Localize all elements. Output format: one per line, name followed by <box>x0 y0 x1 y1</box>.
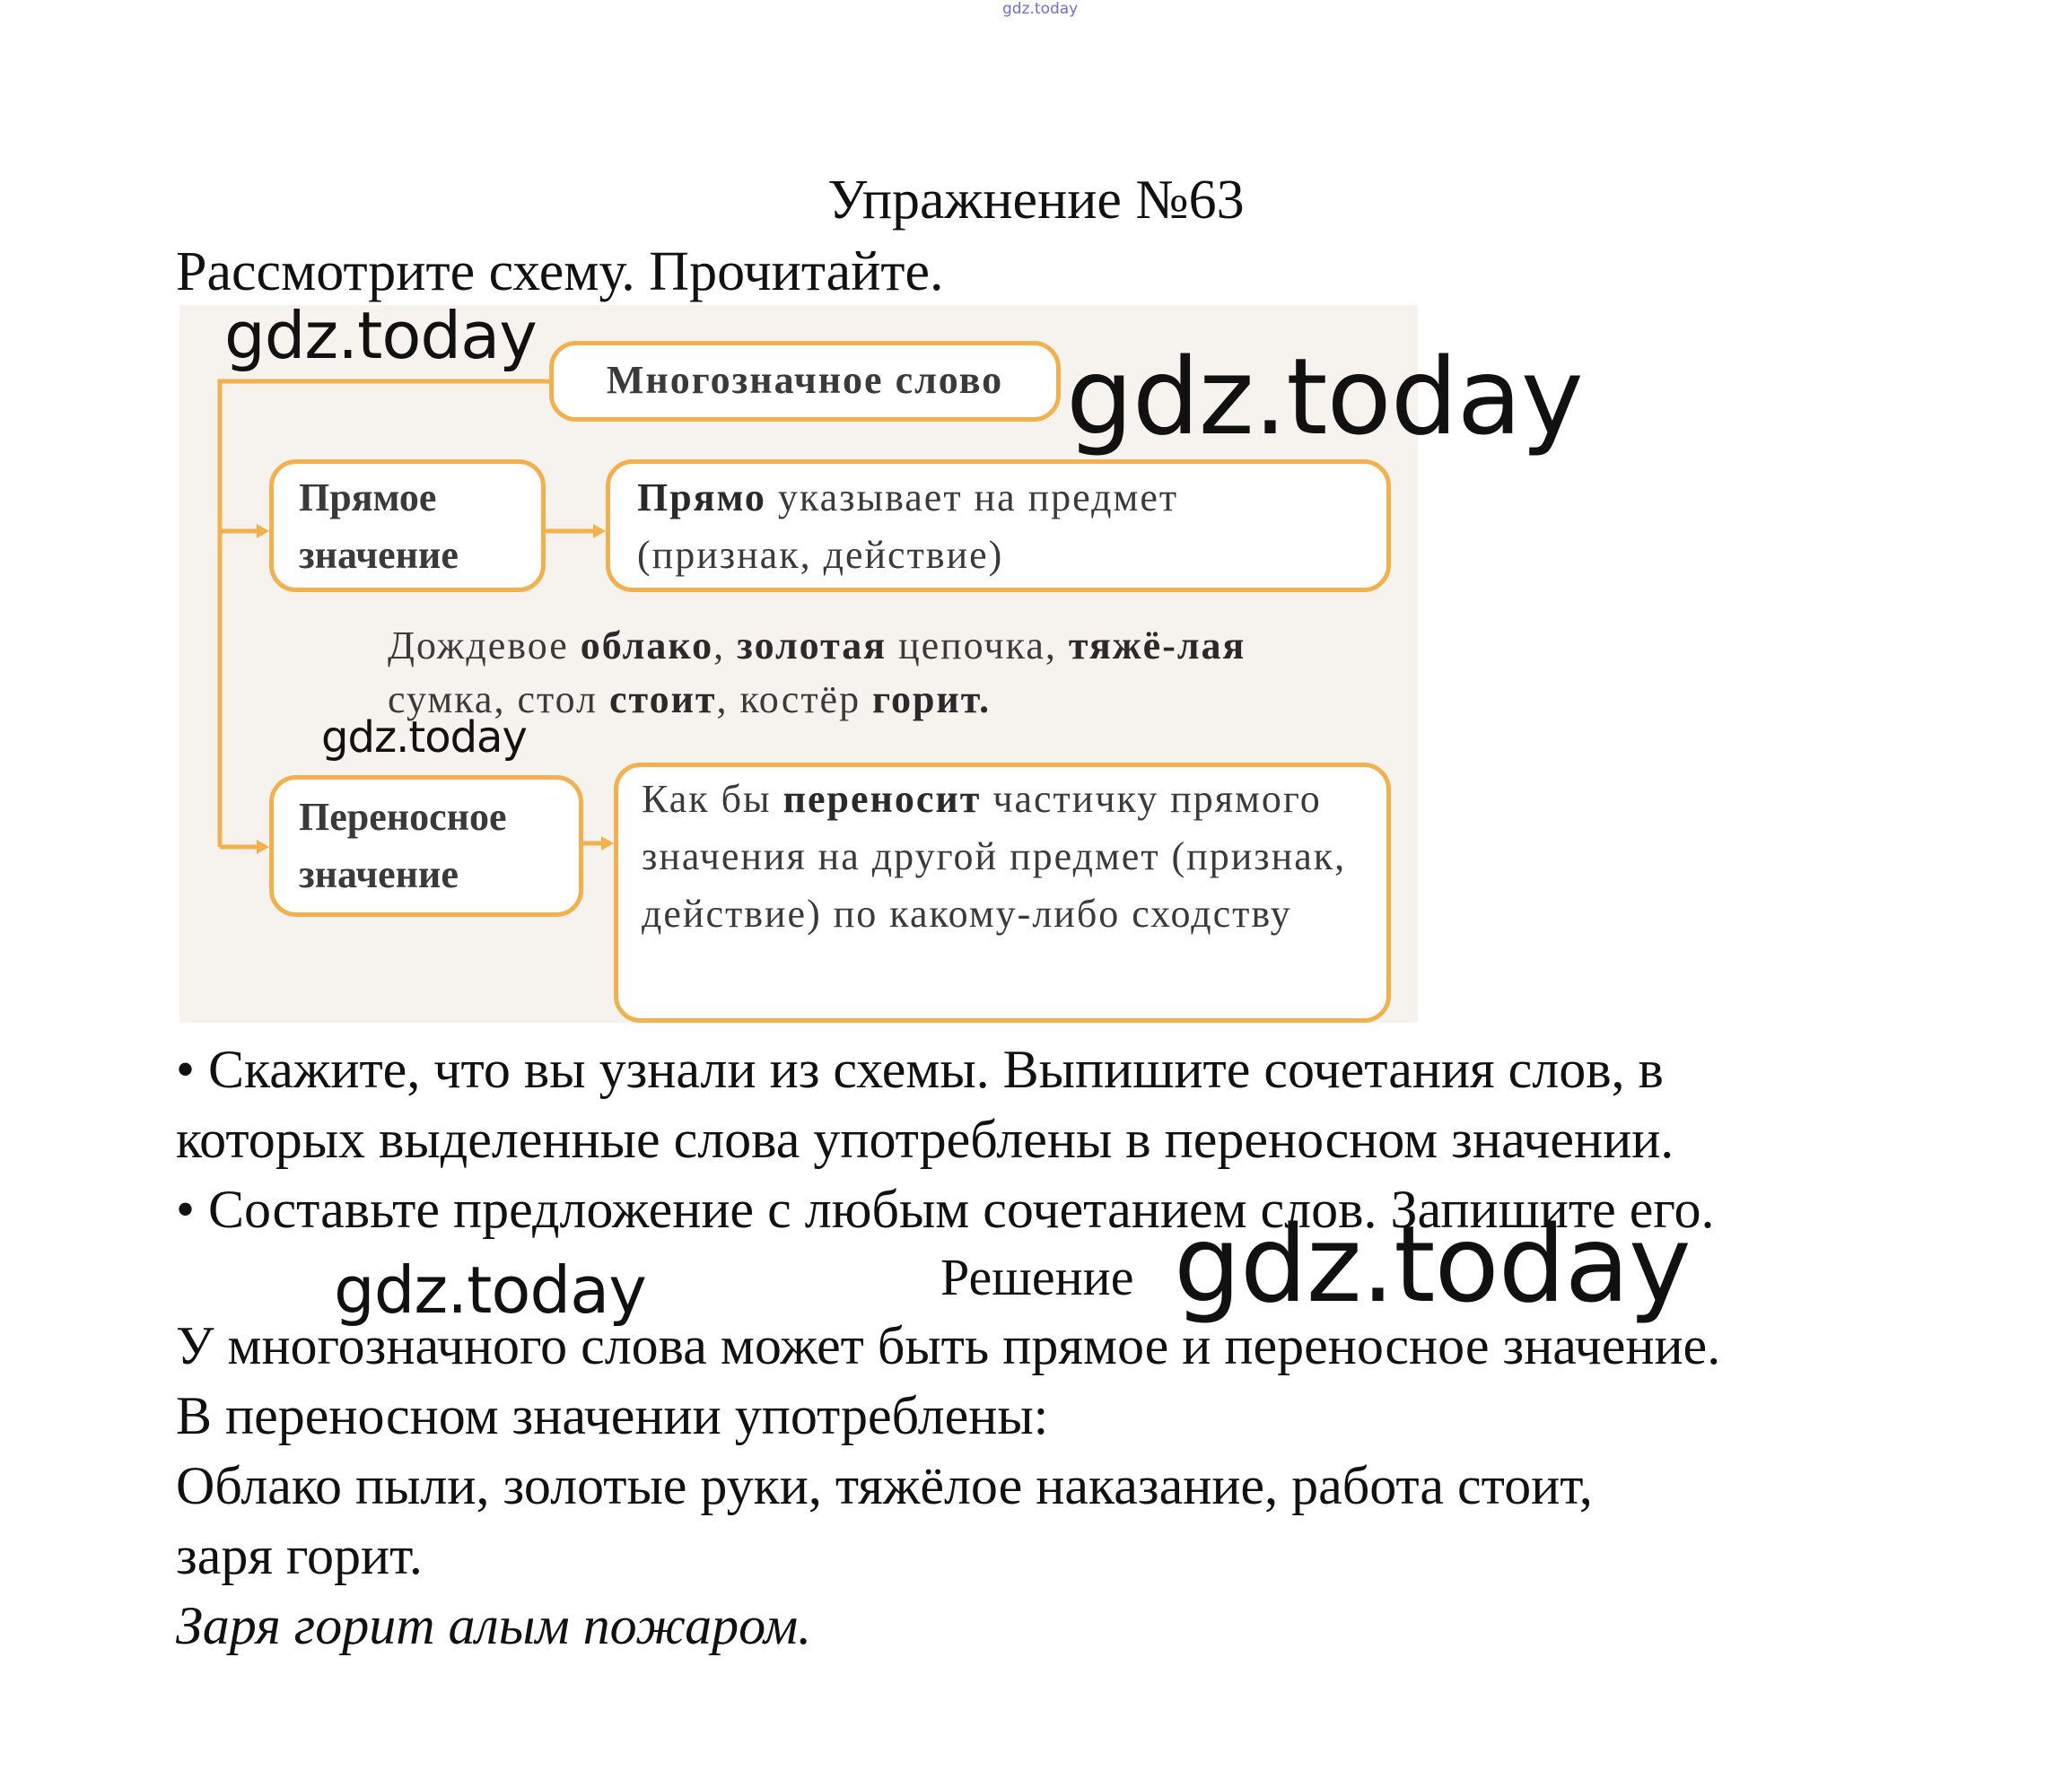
direct-def-rest: указывает на предмет <box>765 475 1179 519</box>
figurative-def-bold: переносит <box>782 777 982 821</box>
scheme-head-box: Многозначное слово <box>549 341 1061 422</box>
example-segment: , костёр <box>716 677 873 721</box>
example-segment: тяжё-лая <box>1068 624 1246 667</box>
direct-label-line1: Прямое <box>299 475 437 519</box>
answer-line: В переносном значении употреблены: <box>176 1386 1049 1445</box>
example-segment: цепочка, <box>887 624 1069 667</box>
solution-heading: Решение <box>940 1248 1134 1306</box>
watermark: gdz.today <box>224 298 537 373</box>
figurative-label-line1: Переносное <box>299 795 507 839</box>
answer-line: Облако пыли, золотые руки, тяжёлое наказание, работа стоит, <box>176 1456 1593 1515</box>
examples-text <box>388 619 1357 727</box>
arrow-direct <box>257 524 269 538</box>
task-line: • Составьте предложение с любым сочетанием слов. Запишите его. <box>176 1180 1715 1239</box>
direct-def-bold: Прямо <box>637 475 766 519</box>
figurative-def-pre: Как бы <box>642 777 783 821</box>
answer-line: заря горит. <box>176 1526 423 1585</box>
direct-label-line2: значение <box>299 533 459 577</box>
exercise-title: Упражнение №63 <box>827 170 1245 231</box>
direct-definition-box <box>606 459 1391 592</box>
task-line: которых выделенные слова употреблены в переносном значении. <box>176 1110 1674 1169</box>
example-segment: золотая <box>737 624 887 667</box>
example-segment: горит. <box>872 677 992 721</box>
example-segment: стоит <box>609 677 717 721</box>
task-line: • Скажите, что вы узнали из схемы. Выпишите сочетания слов, в <box>176 1040 1664 1099</box>
example-segment: облако <box>580 624 714 667</box>
watermark: gdz.today <box>1174 1202 1691 1326</box>
arrow-figurative-def <box>601 836 614 850</box>
arrow-direct-def <box>593 524 606 538</box>
watermark-small: gdz.today <box>1002 0 1079 18</box>
direct-def-line2: (признак, действие) <box>637 533 1004 577</box>
example-segment: Дождевое <box>388 624 581 667</box>
answer-example-sentence: Заря горит алым пожаром. <box>176 1596 812 1655</box>
answer-line: У многозначного слова может быть прямое и переносное значение. <box>176 1316 1721 1375</box>
example-segment: сумка, стол <box>388 677 610 721</box>
example-segment: , <box>713 624 738 667</box>
watermark: gdz.today <box>334 1252 646 1328</box>
exercise-instruction: Рассмотрите схему. Прочитайте. <box>176 241 944 302</box>
figurative-meaning-box <box>269 775 583 917</box>
figurative-definition-box <box>614 763 1391 1023</box>
figurative-label-line2: значение <box>299 852 459 896</box>
watermark: gdz.today <box>1066 335 1583 458</box>
direct-meaning-box <box>269 459 546 592</box>
arrow-figurative <box>257 840 269 854</box>
figurative-def-post: частичку прямого значения на другой предмет (признак, действие) по какому-либо сходству <box>642 777 1347 936</box>
watermark: gdz.today <box>321 712 527 763</box>
